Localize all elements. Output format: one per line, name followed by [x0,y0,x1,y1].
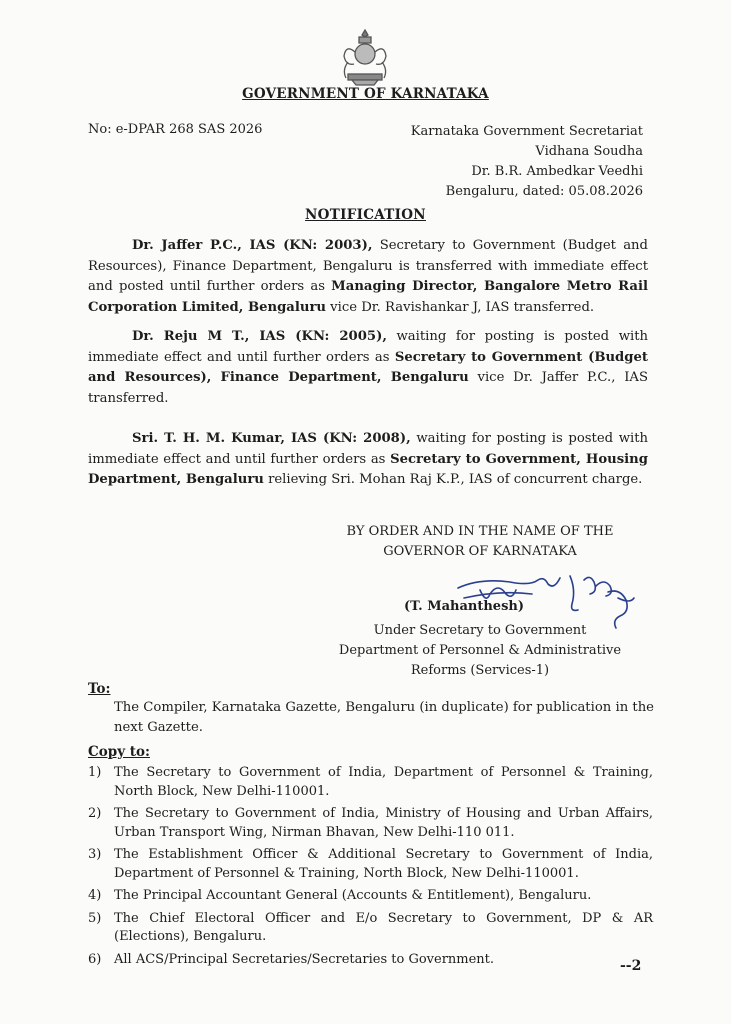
list-item-text: The Secretary to Government of India, Department of Personnel & Training, North Block, New Delhi-110001. [114,765,653,799]
to-label: To: [88,681,111,697]
posting-title: Managing Director, Bangalore Metro Rail Corporation Limited, Bengaluru [88,279,648,315]
list-item-text: The Principal Accountant General (Accounts & Entitlement), Bengaluru. [114,888,592,903]
notification-paragraph [88,327,648,409]
signatory-designation [320,621,640,681]
order-statement [300,522,660,562]
copy-to-label: Copy to: [88,744,150,760]
list-item-number: 1) [88,765,102,780]
reference-number: No: e-DPAR 268 SAS 2026 [88,122,263,137]
copy-to-list [88,764,653,973]
list-item [88,910,653,947]
notification-paragraph [88,429,648,491]
list-item [88,846,653,883]
designation-line: Reforms (Services-1) [410,663,550,678]
designation-line: Department of Personnel & Administrative [338,643,622,658]
address-line: Dr. B.R. Ambedkar Veedhi [471,164,643,179]
state-emblem-icon [334,26,396,88]
posting-title: Secretary to Government, Housing Department, Bengaluru [88,451,648,487]
office-address [343,122,643,202]
paragraph-text: vice Dr. Jaffer P.C., IAS transferred. [88,370,648,406]
paragraph-text: waiting for posting is posted with immediate effect and until further orders as [88,329,648,365]
paragraph-text: vice Dr. Ravishankar J, IAS transferred. [325,299,595,315]
list-item-text: The Establishment Officer & Additional Secretary to Government of India, Department of Personnel & Training, North Block, New Delhi-110001. [114,847,653,881]
officer-name: Dr. Reju M T., IAS (KN: 2005), [132,329,387,344]
list-item-number: 3) [88,847,102,862]
list-item-number: 6) [88,951,102,967]
list-item [88,951,653,970]
officer-name: Dr. Jaffer P.C., IAS (KN: 2003), [132,238,373,253]
list-item-text: The Chief Electoral Officer and E/o Secretary to Government, DP & AR (Elections), Bengaluru. [114,910,653,944]
notification-paragraph [88,236,648,318]
address-line: Karnataka Government Secretariat [410,124,643,139]
notification-title: NOTIFICATION [305,207,426,223]
designation-line: Under Secretary to Government [373,623,587,638]
order-line: BY ORDER AND IN THE NAME OF THE [346,524,614,539]
list-item [88,764,653,801]
government-title: GOVERNMENT OF KARNATAKA [242,86,489,102]
list-item-number: 5) [88,910,102,926]
list-item-text: The Secretary to Government of India, Ministry of Housing and Urban Affairs, Urban Transport Wing, Nirman Bhavan, New Delhi-110 011. [114,806,653,840]
list-item-text: All ACS/Principal Secretaries/Secretaries to Government. [114,951,495,967]
officer-name: Sri. T. H. M. Kumar, IAS (KN: 2008), [132,431,411,446]
paragraph-text: waiting for posting is posted with immediate effect and until further orders as [88,431,648,467]
list-item-number: 2) [88,806,102,821]
next-page-marker: --2 [620,958,642,974]
address-line: Vidhana Soudha [535,144,643,159]
list-item [88,887,653,906]
paragraph-text: Secretary to Government (Budget and Resources), Finance Department, Bengaluru is transferred with immediate effect and posted until further orders as [88,238,648,294]
posting-title: Secretary to Government (Budget and Resources), Finance Department, Bengaluru [88,349,648,385]
signatory-name: (T. Mahanthesh) [404,599,524,614]
paragraph-text: relieving Sri. Mohan Raj K.P., IAS of concurrent charge. [263,472,643,487]
list-item-number: 4) [88,888,102,903]
order-line: GOVERNOR OF KARNATAKA [383,544,577,559]
list-item [88,805,653,842]
to-recipient: The Compiler, Karnataka Gazette, Bengaluru (in duplicate) for publication in the next Gazette. [114,700,654,735]
address-date-line: Bengaluru, dated: 05.08.2026 [445,184,643,199]
